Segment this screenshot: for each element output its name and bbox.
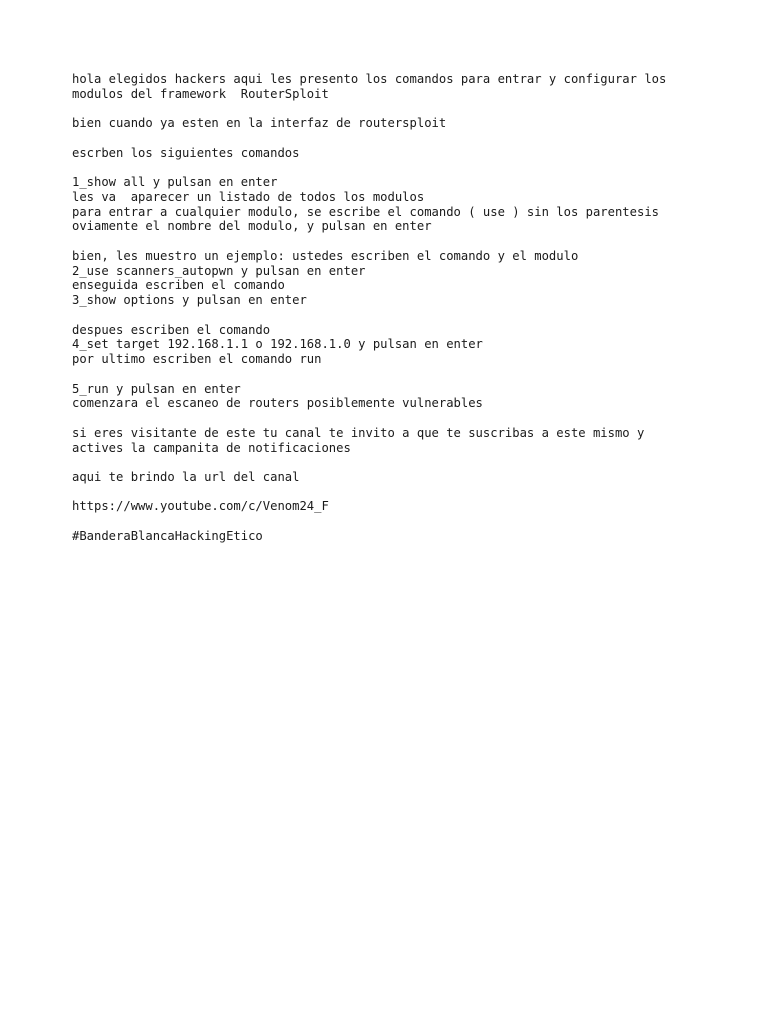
text-line: si eres visitante de este tu canal te invito a que te suscribas a este mismo y bbox=[72, 425, 645, 440]
text-line: escrben los siguientes comandos bbox=[72, 145, 300, 160]
text-line: 3_show options y pulsan en enter bbox=[72, 293, 307, 308]
paragraph-commands-heading bbox=[72, 146, 712, 161]
channel-url-text: https://www.youtube.com/c/Venom24_F bbox=[72, 499, 329, 514]
paragraph-intro bbox=[72, 72, 712, 102]
text-line: 1_show all y pulsan en enter bbox=[72, 174, 278, 189]
paragraph-step-5 bbox=[72, 382, 712, 412]
paragraph-step-4 bbox=[72, 323, 712, 367]
text-line: enseguida escriben el comando bbox=[72, 278, 285, 293]
paragraph-subscribe bbox=[72, 426, 712, 456]
paragraph-url-intro bbox=[72, 470, 712, 485]
text-line: aqui te brindo la url del canal bbox=[72, 469, 300, 484]
paragraph-channel-url bbox=[72, 499, 712, 514]
text-line: para entrar a cualquier modulo, se escribe el comando ( use ) sin los parentesis bbox=[72, 204, 659, 219]
text-line: modulos del framework RouterSploit bbox=[72, 86, 329, 101]
text-line: 2_use scanners_autopwn y pulsan en enter bbox=[72, 263, 366, 278]
paragraph-example bbox=[72, 249, 712, 308]
document-text-body bbox=[72, 72, 712, 558]
text-line: hola elegidos hackers aqui les presento los comandos para entrar y configurar los bbox=[72, 72, 667, 86]
paragraph-interface bbox=[72, 116, 712, 131]
text-line: despues escriben el comando bbox=[72, 322, 271, 337]
paragraph-step-1 bbox=[72, 175, 712, 234]
text-line: 4_set target 192.168.1.1 o 192.168.1.0 y pulsan en enter bbox=[72, 337, 483, 352]
text-line: por ultimo escriben el comando run bbox=[72, 352, 322, 367]
hashtag-text: #BanderaBlancaHackingEtico bbox=[72, 528, 263, 543]
text-line: les va aparecer un listado de todos los modulos bbox=[72, 189, 425, 204]
text-line: bien, les muestro un ejemplo: ustedes escriben el comando y el modulo bbox=[72, 248, 579, 263]
text-line: bien cuando ya esten en la interfaz de routersploit bbox=[72, 116, 447, 131]
text-line: 5_run y pulsan en enter bbox=[72, 381, 241, 396]
paragraph-hashtag bbox=[72, 529, 712, 544]
text-line: oviamente el nombre del modulo, y pulsan en enter bbox=[72, 219, 432, 234]
text-line: actives la campanita de notificaciones bbox=[72, 440, 351, 455]
text-line: comenzara el escaneo de routers posiblemente vulnerables bbox=[72, 396, 483, 411]
